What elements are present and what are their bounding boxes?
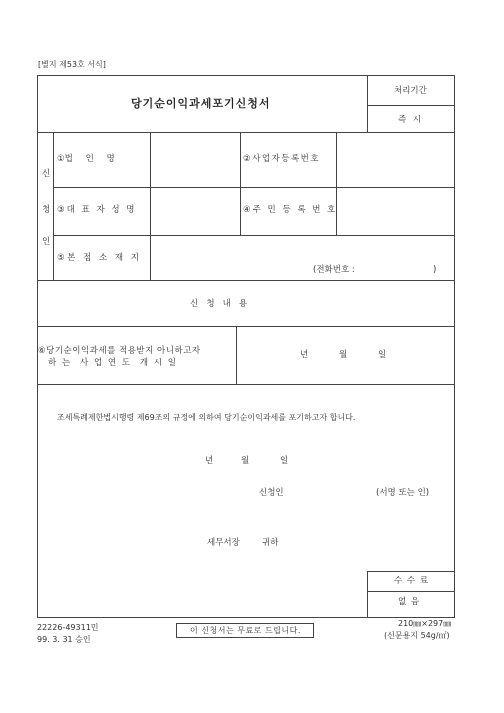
fee-label: 수 수 료 (394, 576, 430, 586)
approval-date: 99. 3. 31 승인 (37, 635, 91, 644)
sign-date-year: 년 (205, 456, 214, 466)
start-year-label-line2: 하 는 사 업 연 도 개 시 일 (48, 358, 178, 368)
processing-period-label: 처리기간 (394, 86, 427, 96)
address-label: ⑤본 점 소 재 지 (57, 253, 142, 263)
tax-office-label: 세무서장 (207, 538, 240, 548)
resident-no-label: ④주 민 등 록 번 호 (243, 205, 338, 215)
divider (37, 280, 455, 281)
honorific-label: 귀하 (262, 538, 279, 548)
divider (367, 571, 455, 572)
form-code: 22226-49311민 (37, 623, 99, 632)
rep-name-field[interactable] (151, 188, 239, 234)
divider (37, 384, 455, 385)
applicant-sign-label: 신청인 (259, 488, 284, 498)
rep-name-label: ③대 표 자 성 명 (57, 205, 137, 215)
corp-name-field[interactable] (151, 133, 239, 186)
form-title: 당기순이익과세포기신청서 (131, 97, 271, 110)
divider (240, 132, 241, 235)
biz-reg-no-field[interactable] (337, 133, 454, 186)
fee-value: 없 음 (398, 597, 421, 607)
start-date-year: 년 (300, 350, 309, 360)
phone-label: (전화번호 : (313, 265, 355, 275)
processing-period-value: 즉 시 (398, 115, 424, 125)
divider (367, 571, 368, 618)
sign-date-month: 월 (241, 456, 250, 466)
paper-type: (신문용지 54g/㎡) (384, 631, 450, 640)
divider (53, 132, 54, 280)
form-number: [별지 제53호 서식] (38, 60, 106, 69)
corp-name-label: ①법 인 명 (57, 154, 115, 164)
free-notice-text: 이 신청서는 무료로 드립니다. (190, 626, 301, 635)
address-field[interactable] (151, 236, 454, 279)
paper-size: 210㎜×297㎜ (398, 619, 452, 628)
biz-reg-no-label: ②사업자등록번호 (243, 154, 321, 164)
applicant-label-2: 청 (42, 205, 51, 215)
applicant-label-3: 인 (42, 237, 51, 247)
applicant-label-1: 신 (42, 169, 51, 179)
application-section-header: 신 청 내 용 (190, 299, 248, 309)
start-date-month: 월 (339, 350, 348, 360)
divider (367, 75, 368, 132)
applicant-seal-text: (서명 또는 인) (376, 488, 430, 498)
divider (367, 591, 455, 592)
phone-close: ) (433, 265, 437, 275)
statement-text: 조세특례제한법시행령 제69조의 규정에 의하여 당기순이익과세를 포기하고자 합니다. (57, 413, 356, 422)
resident-no-field[interactable] (337, 188, 454, 234)
start-date-day: 일 (378, 350, 387, 360)
start-year-label-line1: ⑥당기순이익과세를 적용받지 아니하고자 (38, 346, 201, 356)
divider (367, 105, 455, 106)
sign-date-day: 일 (280, 456, 289, 466)
